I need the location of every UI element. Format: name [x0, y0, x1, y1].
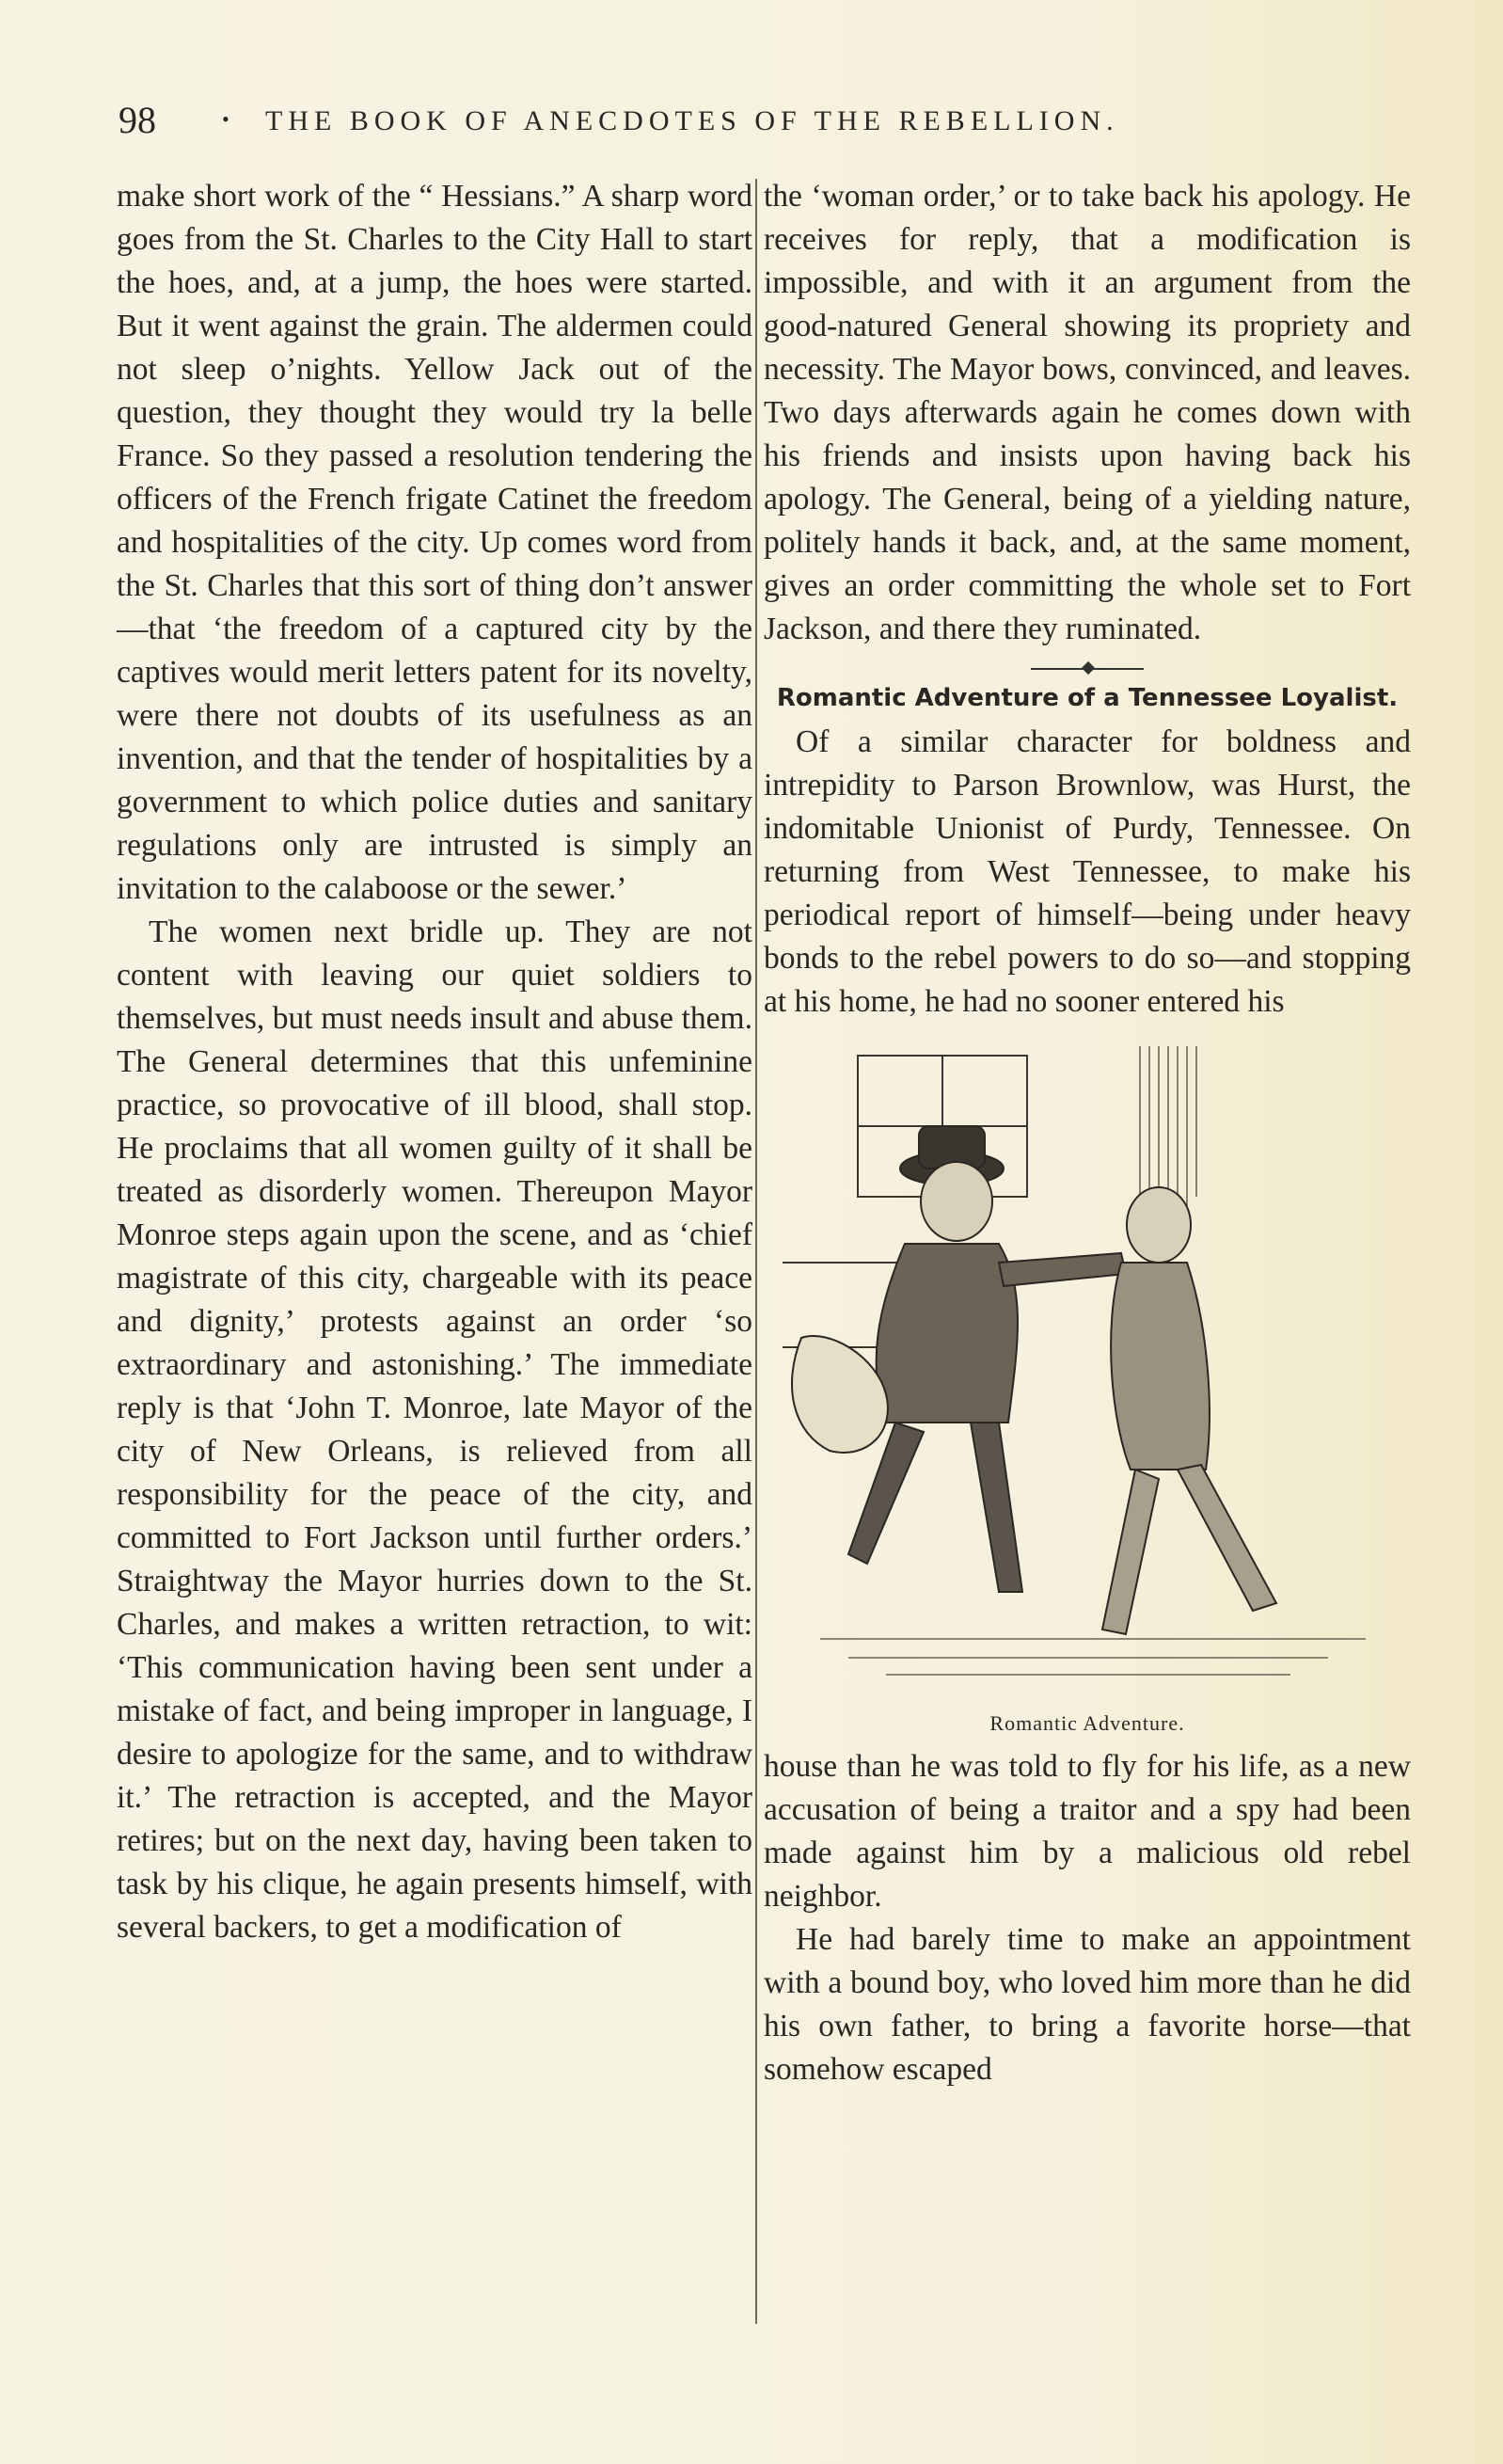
figure-caption: Romantic Adventure.	[989, 1711, 1185, 1735]
arm	[999, 1253, 1126, 1286]
paragraph: make short work of the “ Hessians.” A sharp word goes from the St. Charles to the City Hall to start the hoes, and, at a jump, the hoes were started. But it went against the grain. The aldermen could not sleep o’nights. Yellow Jack out of the question, they thought they would try la belle France. So they passed a resolution tendering the officers of the French frigate Catinet the freedom and hospitalities of the city. Up comes word from the St. Charles that this sort of thing don’t answer—that ‘the freedom of a captured city by the captives would merit letters patent for its novelty, were there not doubts of its usefulness as an invention, and that the tender of hospitalities by a government to which police duties and sanitary regulations only are intrusted is simply an invitation to the calaboose or the sewer.’	[117, 179, 752, 906]
paragraph: the ‘woman order,’ or to take back his apology. He receives for reply, that a modification is impossible, and with it an argument from the good-natured General showing its propriety and necessity. The Mayor bows, convinced, and leaves. Two days afterwards again he comes down with his friends and insists upon having back his apology. The General, being of a yielding nature, politely hands it back, and, at the same moment, gives an order committing the whole set to Fort Jackson, and there they ruminated.	[764, 179, 1411, 646]
face-right	[1127, 1187, 1191, 1263]
section-separator	[1031, 668, 1144, 670]
leg-right-a	[1102, 1470, 1159, 1634]
section-heading: Romantic Adventure of a Tennessee Loyalist.	[776, 684, 1399, 712]
paragraph: The women next bridle up. They are not content with leaving our quiet soldiers to themselves, but must needs insult and abuse them. The General determines that this unfeminine practice, so provocative of ill blood, shall stop. He proclaims that all women guilty of it shall be treated as disorderly women. Thereupon Mayor Monroe steps again upon the scene, and as ‘chief magistrate of this city, chargeable with its peace and dignity,’ protests against an order ‘so extraordinary and astonishing.’ The immediate reply is that ‘John T. Monroe, late Mayor of the city of New Orleans, is relieved from all responsibility for the peace of the city, and committed to Fort Jackson until further orders.’ Straightway the Mayor hurries down to the St. Charles, and makes a written retraction, to wit: ‘This communication having been sent under a mistake of fact, and being improper in language, I desire to apologize for the same, and to withdraw it.’ The retraction is accepted, and the Mayor retires; but on the next day, having been taken to task by his clique, he again presents himself, with several backers, to get a modification of	[117, 914, 752, 1945]
paragraph: Of a similar character for boldness and intrepidity to Parson Brownlow, was Hurst, the indomitable Unionist of Purdy, Tennessee. On returning from West Tennessee, to make his periodical report of himself—being under heavy bonds to the rebel powers to do so—and stopping at his home, he had no sooner entered his	[764, 724, 1411, 1019]
paragraph: house than he was told to fly for his life, as a new accusation of being a traitor and a spy had been made against him by a malicious old rebel neighbor.	[764, 1749, 1411, 1914]
left-column	[117, 175, 752, 1949]
leg-right	[971, 1423, 1022, 1592]
leg-right-b	[1178, 1465, 1276, 1611]
coat	[877, 1244, 1018, 1423]
coat-right	[1111, 1263, 1210, 1470]
dog-body	[792, 1336, 888, 1453]
paragraph: He had barely time to make an appointment with a bound boy, who loved him more than he did his own father, to bring a favorite horse—that somehow escaped	[764, 1922, 1411, 2087]
running-title: THE BOOK OF ANECDOTES OF THE REBELLION.	[265, 105, 1119, 136]
separator-ornament	[1082, 661, 1095, 675]
page-number: 98	[119, 99, 156, 141]
right-column	[764, 175, 1411, 2091]
face	[921, 1162, 992, 1241]
header-bullet: •	[222, 107, 229, 131]
column-divider	[755, 179, 757, 2324]
engraving-illustration	[764, 1027, 1411, 1686]
illustration-figure	[764, 1027, 1411, 1745]
running-header	[119, 98, 1266, 154]
